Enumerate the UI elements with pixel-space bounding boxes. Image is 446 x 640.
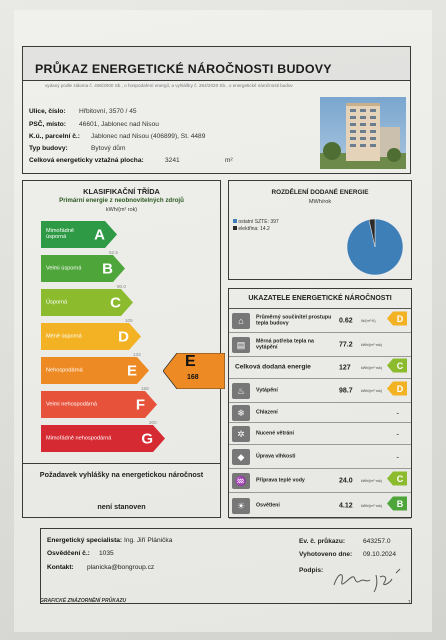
indicator-row xyxy=(229,379,411,403)
parcel-value: Jablonec nad Nisou (406899), St. 4489 xyxy=(91,133,206,140)
graphic-representation-caption: GRAFICKÉ ZNÁZORNĚNÍ PRŮKAZU xyxy=(40,598,127,604)
parcel-line xyxy=(29,133,206,140)
classification-title: KLASIFIKAČNÍ TŘÍDA xyxy=(83,187,160,196)
distribution-pie-chart xyxy=(345,217,405,277)
indicator-label: Měrná potřeba tepla na vytápění xyxy=(256,337,314,351)
band-letter: F xyxy=(135,396,145,413)
band-letter: G xyxy=(141,430,153,447)
type-label: Typ budovy: xyxy=(29,145,68,152)
result-class-letter: E xyxy=(185,353,196,370)
band-letter: C xyxy=(110,294,121,311)
indicators-panel xyxy=(228,288,412,518)
indicator-class-badge xyxy=(387,471,407,490)
energy-class-band xyxy=(41,255,125,282)
indicator-class-letter: B xyxy=(396,498,404,509)
classification-panel xyxy=(22,180,221,518)
band-letter: B xyxy=(102,260,113,277)
signature-label: Podpis: xyxy=(299,567,324,574)
band-label: Velmi nehospodárná xyxy=(46,401,98,408)
indicator-label: Osvětlení xyxy=(256,502,280,509)
indicator-row xyxy=(229,469,411,493)
energy-class-band xyxy=(41,391,157,418)
band-label: Velmi úsporná xyxy=(46,265,82,272)
class-threshold: 80.0 xyxy=(117,284,126,289)
specialist-line xyxy=(47,537,172,544)
indicator-not-applicable: - xyxy=(396,408,399,417)
document-subtitle: vydaný podle zákona č. 406/2000 Sb., o hospodaření energií, a vyhlášky č. 264/2020 Sb., o energetické náročnosti budov xyxy=(45,83,293,88)
legend-label: ostatní SZTE: 397 xyxy=(238,219,279,225)
result-class-value: 168 xyxy=(187,374,199,381)
band-label: Mimořádně nehospodárná xyxy=(46,435,112,442)
legend-swatch xyxy=(233,219,237,223)
page-number: 1 xyxy=(408,600,411,606)
indicator-label: Úprava vlhkosti xyxy=(256,453,296,460)
requirement-section xyxy=(23,463,220,519)
indicator-unit: kWh/(m²·rok) xyxy=(361,342,382,347)
date-line xyxy=(299,551,397,558)
area-value: 3241 xyxy=(165,157,180,164)
date-value: 09.10.2024 xyxy=(363,551,397,558)
indicator-unit: kWh/(m²·rok) xyxy=(361,365,382,370)
address-label: Ulice, číslo: xyxy=(29,108,66,115)
energy-class-band xyxy=(41,289,133,316)
ev-number-label: Ev. č. průkazu: xyxy=(299,538,346,545)
legend-label: elektřina: 14.2 xyxy=(238,226,270,232)
indicator-unit: kWh/(m²·rok) xyxy=(361,388,382,393)
document-title: PRŮKAZ ENERGETICKÉ NÁROČNOSTI BUDOVY xyxy=(35,62,332,76)
indicator-class-letter: D xyxy=(396,383,404,394)
legend-item xyxy=(233,226,270,232)
indicator-label: Vytápění xyxy=(256,387,278,394)
energy-class-band xyxy=(41,425,165,452)
contact-line xyxy=(47,564,155,571)
psc-line xyxy=(29,121,159,128)
indicator-not-applicable: - xyxy=(396,429,399,438)
indicator-unit: kWh/(m²·rok) xyxy=(361,478,382,483)
contact-value: planicka@bongroup.cz xyxy=(87,564,155,571)
indicator-value: 4.12 xyxy=(339,502,353,509)
area-unit: m² xyxy=(225,157,233,164)
indicator-row xyxy=(229,309,411,333)
building-photo xyxy=(320,97,406,169)
class-arrow-icon xyxy=(387,311,407,325)
indicator-not-applicable: - xyxy=(396,452,399,461)
class-arrow-icon xyxy=(387,358,407,372)
certificate-value: 1035 xyxy=(99,550,114,557)
indicator-row xyxy=(229,423,411,445)
class-arrow-icon xyxy=(387,496,407,510)
band-letter: A xyxy=(94,226,105,243)
indicator-class-letter: C xyxy=(396,360,404,371)
energy-class-band xyxy=(41,221,117,248)
indicator-value: 127 xyxy=(339,364,351,371)
indicator-value: 77.2 xyxy=(339,341,353,348)
class-threshold: 52.5 xyxy=(109,250,118,255)
band-label: Úsporná xyxy=(46,299,68,306)
class-threshold: 105 xyxy=(125,318,133,323)
class-threshold: 200 xyxy=(149,420,157,425)
legend-item xyxy=(233,219,279,225)
ev-number-line xyxy=(299,538,391,545)
specialist-value: Ing. Jiří Plánička xyxy=(123,537,173,544)
ventilation-icon: ✲ xyxy=(232,426,250,442)
result-marker xyxy=(163,353,225,394)
certificate-line xyxy=(47,550,114,557)
indicator-row xyxy=(229,493,411,519)
distribution-unit: MWh/rok xyxy=(308,199,332,205)
hot-water-icon: ♒ xyxy=(232,473,250,489)
address-line xyxy=(29,108,137,115)
indicator-label: Chlazení xyxy=(256,409,278,416)
type-value: Bytový dům xyxy=(91,145,126,152)
indicator-value: 98.7 xyxy=(339,387,353,394)
psc-label: PSČ, místo: xyxy=(29,121,67,128)
indicator-class-badge xyxy=(387,381,407,400)
indicator-class-badge xyxy=(387,311,407,330)
indicator-row xyxy=(229,445,411,469)
lighting-icon: ☀ xyxy=(232,498,250,514)
area-line xyxy=(29,157,233,164)
type-line xyxy=(29,145,126,152)
requirement-value: není stanoven xyxy=(97,502,146,511)
specialist-label: Energetický specialista: xyxy=(47,537,123,544)
indicator-unit: kWh/(m²·rok) xyxy=(361,503,382,508)
classification-subtitle: Primární energie z neobnovitelných zdrojů xyxy=(59,197,184,204)
class-threshold: 133 xyxy=(133,352,141,357)
date-label: Vyhotoveno dne: xyxy=(299,551,353,558)
band-label: Mimořádně úsporná xyxy=(46,227,74,241)
band-letter: E xyxy=(126,362,137,379)
handwritten-signature xyxy=(330,565,410,595)
indicator-row xyxy=(229,357,411,379)
energy-class-band xyxy=(41,357,149,384)
parcel-label: K.ú., parcelní č.: xyxy=(29,133,80,140)
energy-class-band xyxy=(41,323,141,350)
heat-demand-icon: ▤ xyxy=(232,337,250,353)
indicator-label: Příprava teplé vody xyxy=(256,477,305,484)
indicator-row xyxy=(229,333,411,357)
indicator-label: Celková dodaná energie xyxy=(235,363,311,371)
indicator-class-letter: D xyxy=(396,313,404,324)
class-arrow-icon xyxy=(387,471,407,485)
band-label: Nehospodárná xyxy=(46,367,83,374)
indicator-class-badge xyxy=(387,358,407,377)
indicator-class-badge xyxy=(387,496,407,515)
cooling-icon: ❄ xyxy=(232,405,250,421)
legend-swatch xyxy=(233,226,237,230)
certificate-label: Osvědčení č.: xyxy=(47,550,90,557)
header-panel xyxy=(22,46,411,174)
class-threshold: 159 xyxy=(141,386,149,391)
signature-line xyxy=(299,567,323,574)
address-value: Hřbitovní, 3570 / 45 xyxy=(79,108,137,115)
indicator-value: 24.0 xyxy=(339,477,353,484)
indicator-label: Průměrný součinitel prostupu tepla budovy xyxy=(256,313,332,327)
indicator-row xyxy=(229,403,411,423)
ev-number-value: 643257.0 xyxy=(363,538,391,545)
indicator-class-letter: C xyxy=(396,473,404,484)
classification-unit: kWh/(m² rok) xyxy=(105,207,138,213)
requirement-label: Požadavek vyhlášky na energetickou náročnost xyxy=(39,470,204,479)
class-arrow-icon xyxy=(387,381,407,395)
indicators-title: UKAZATELE ENERGETICKÉ NÁROČNOSTI xyxy=(229,289,411,309)
indicator-label: Nucené větrání xyxy=(256,430,294,437)
energy-distribution-panel xyxy=(228,180,412,280)
heating-icon: ♨ xyxy=(232,383,250,399)
indicator-unit: W/(m²·K) xyxy=(361,318,376,323)
psc-value: 46601, Jablonec nad Nisou xyxy=(79,121,159,128)
band-label: Méně úsporná xyxy=(46,333,82,340)
indicator-value: 0.62 xyxy=(339,317,353,324)
band-letter: D xyxy=(118,328,129,345)
area-label: Celková energeticky vztažná plocha: xyxy=(29,157,144,164)
distribution-title: ROZDĚLENÍ DODANÉ ENERGIE xyxy=(271,189,369,196)
contact-label: Kontakt: xyxy=(47,564,74,571)
humidity-icon: ◆ xyxy=(232,449,250,465)
house-icon: ⌂ xyxy=(232,313,250,329)
